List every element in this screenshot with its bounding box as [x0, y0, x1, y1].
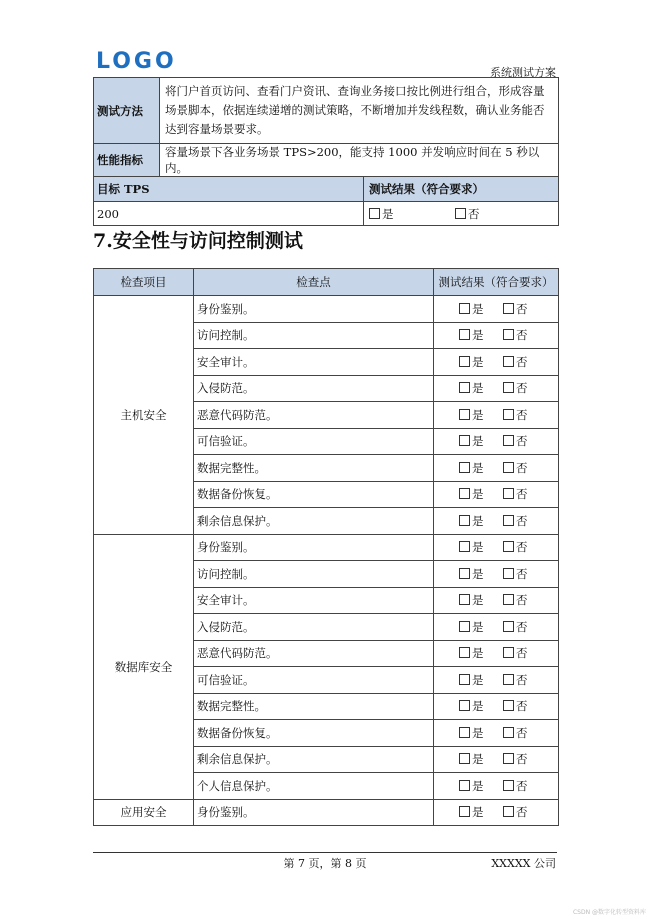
- target-tps-value: 200: [94, 202, 364, 226]
- checkbox-icon: [369, 208, 380, 219]
- check-point-cell: 安全审计。: [194, 349, 434, 376]
- watermark: CSDN @数字化转型资料库: [572, 909, 646, 916]
- checkbox-icon: [459, 409, 470, 420]
- test-result-label: 测试结果（符合要求）: [364, 177, 559, 202]
- checkbox-icon: [503, 435, 514, 446]
- checkbox-icon: [459, 647, 470, 658]
- result-cell: [434, 799, 559, 826]
- yes-option[interactable]: 是: [459, 698, 499, 714]
- no-option[interactable]: 否: [503, 645, 533, 661]
- yes-option[interactable]: 是: [459, 513, 499, 529]
- no-option[interactable]: 否: [503, 619, 533, 635]
- no-option[interactable]: 否: [503, 592, 533, 608]
- no-option[interactable]: 否: [503, 725, 533, 741]
- yes-option[interactable]: 是: [459, 672, 499, 688]
- check-point-cell: 身份鉴别。: [194, 534, 434, 561]
- yes-option[interactable]: 是: [459, 407, 499, 423]
- yes-option[interactable]: 是: [459, 751, 499, 767]
- no-option[interactable]: 否: [503, 486, 533, 502]
- yes-option[interactable]: 是: [459, 433, 499, 449]
- no-option[interactable]: 否: [503, 804, 533, 820]
- yes-option[interactable]: 是: [459, 619, 499, 635]
- yes-option[interactable]: 是: [459, 725, 499, 741]
- result-cell: [434, 587, 559, 614]
- check-point-cell: 个人信息保护。: [194, 773, 434, 800]
- no-option[interactable]: 否: [503, 698, 533, 714]
- result-cell: [434, 375, 559, 402]
- no-option[interactable]: 否: [503, 460, 533, 476]
- security-table: [93, 268, 559, 826]
- result-cell: [434, 349, 559, 376]
- check-point-cell: 身份鉴别。: [194, 296, 434, 323]
- no-option[interactable]: 否: [503, 539, 533, 555]
- result-cell: [434, 773, 559, 800]
- metric-text: 容量场景下各业务场景 TPS>200，能支持 1000 并发响应时间在 5 秒以内。: [160, 144, 559, 177]
- result-cell: [434, 614, 559, 641]
- no-option[interactable]: 否: [503, 778, 533, 794]
- check-point-cell: 访问控制。: [194, 322, 434, 349]
- yes-option[interactable]: 是: [459, 566, 499, 582]
- check-point-cell: 剩余信息保护。: [194, 746, 434, 773]
- checkbox-icon: [503, 382, 514, 393]
- no-option[interactable]: 否: [503, 327, 533, 343]
- checkbox-icon: [459, 488, 470, 499]
- no-option[interactable]: 否: [503, 513, 533, 529]
- security-table-body: [94, 296, 559, 826]
- checkbox-icon: [459, 462, 470, 473]
- checkbox-icon: [459, 568, 470, 579]
- no-option[interactable]: 否: [503, 672, 533, 688]
- page-number: 第 7 页，第 8 页: [283, 857, 367, 870]
- checkbox-icon: [459, 780, 470, 791]
- checkbox-icon: [503, 462, 514, 473]
- category-cell: 数据库安全: [94, 534, 194, 799]
- yes-option[interactable]: 是: [459, 460, 499, 476]
- check-point-cell: 数据备份恢复。: [194, 481, 434, 508]
- method-label: 测试方法: [94, 78, 160, 144]
- result-cell: [434, 640, 559, 667]
- table-row: [94, 799, 559, 826]
- check-point-cell: 数据完整性。: [194, 693, 434, 720]
- result-cell: [434, 693, 559, 720]
- result-cell: [434, 481, 559, 508]
- result-cell: [434, 667, 559, 694]
- checkbox-icon: [459, 621, 470, 632]
- logo: LOGO: [96, 49, 177, 74]
- yes-option[interactable]: 是: [459, 327, 499, 343]
- table-row: [94, 296, 559, 323]
- result-cell: [434, 455, 559, 482]
- no-option[interactable]: 否: [503, 301, 533, 317]
- no-option[interactable]: 否: [503, 751, 533, 767]
- checkbox-icon: [503, 647, 514, 658]
- table-row: [94, 534, 559, 561]
- result-cell: [434, 508, 559, 535]
- target-tps-label: 目标 TPS: [94, 177, 364, 202]
- checkbox-icon: [503, 515, 514, 526]
- checkbox-icon: [459, 515, 470, 526]
- performance-table: [93, 77, 559, 226]
- checkbox-icon: [503, 780, 514, 791]
- yes-option[interactable]: 是: [459, 645, 499, 661]
- result-cell: [434, 746, 559, 773]
- checkbox-icon: [503, 621, 514, 632]
- checkbox-icon: [503, 753, 514, 764]
- checkbox-icon: [459, 594, 470, 605]
- no-option[interactable]: 否: [503, 380, 533, 396]
- check-point-cell: 可信验证。: [194, 667, 434, 694]
- check-point-cell: 数据完整性。: [194, 455, 434, 482]
- checkbox-icon: [459, 541, 470, 552]
- header-check-item: 检查项目: [94, 269, 194, 296]
- result-cell: [434, 402, 559, 429]
- result-cell: [434, 534, 559, 561]
- yes-option[interactable]: 是: [459, 486, 499, 502]
- yes-option[interactable]: 是: [459, 380, 499, 396]
- footer-divider: [93, 852, 557, 853]
- method-text: 将门户首页访问、查看门户资讯、查询业务接口按比例进行组合，形成容量场景脚本，依据连续递增的测试策略，不断增加并发线程数，确认业务能否达到容量场景要求。: [160, 78, 559, 144]
- checkbox-icon: [503, 303, 514, 314]
- checkbox-icon: [503, 329, 514, 340]
- yes-option[interactable]: 是: [459, 539, 499, 555]
- checkbox-icon: [459, 356, 470, 367]
- check-point-cell: 剩余信息保护。: [194, 508, 434, 535]
- header-test-result: 测试结果（符合要求）: [434, 269, 559, 296]
- result-cell: [434, 720, 559, 747]
- checkbox-icon: [459, 806, 470, 817]
- checkbox-icon: [459, 674, 470, 685]
- category-cell: 应用安全: [94, 799, 194, 826]
- category-cell: 主机安全: [94, 296, 194, 535]
- checkbox-icon: [459, 700, 470, 711]
- yes-option[interactable]: 是: [459, 354, 499, 370]
- checkbox-icon: [459, 727, 470, 738]
- header-check-point: 检查点: [194, 269, 434, 296]
- no-option[interactable]: 否: [455, 207, 480, 221]
- no-option[interactable]: 否: [503, 407, 533, 423]
- checkbox-icon: [503, 488, 514, 499]
- checkbox-icon: [503, 594, 514, 605]
- check-point-cell: 可信验证。: [194, 428, 434, 455]
- checkbox-icon: [459, 329, 470, 340]
- check-point-cell: 身份鉴别。: [194, 799, 434, 826]
- check-point-cell: 安全审计。: [194, 587, 434, 614]
- metric-label: 性能指标: [94, 144, 160, 177]
- yes-option[interactable]: 是: [459, 778, 499, 794]
- checkbox-icon: [459, 382, 470, 393]
- checkbox-icon: [459, 435, 470, 446]
- checkbox-icon: [459, 753, 470, 764]
- check-point-cell: 数据备份恢复。: [194, 720, 434, 747]
- checkbox-icon: [503, 568, 514, 579]
- result-cell: [434, 561, 559, 588]
- checkbox-icon: [459, 303, 470, 314]
- checkbox-icon: [503, 356, 514, 367]
- checkbox-icon: [503, 541, 514, 552]
- result-cell: [434, 428, 559, 455]
- yes-option[interactable]: 是: [459, 301, 499, 317]
- document-title: 系统测试方案: [490, 66, 556, 79]
- check-point-cell: 入侵防范。: [194, 614, 434, 641]
- yes-option[interactable]: 是: [459, 804, 499, 820]
- no-option[interactable]: 否: [503, 433, 533, 449]
- checkbox-icon: [455, 208, 466, 219]
- no-option[interactable]: 否: [503, 354, 533, 370]
- check-point-cell: 恶意代码防范。: [194, 640, 434, 667]
- perf-result-cell: [364, 202, 559, 226]
- company-name: XXXXX 公司: [491, 857, 556, 870]
- yes-option[interactable]: 是: [459, 592, 499, 608]
- section-title: 7.安全性与访问控制测试: [93, 230, 303, 252]
- result-cell: [434, 296, 559, 323]
- checkbox-icon: [503, 674, 514, 685]
- check-point-cell: 恶意代码防范。: [194, 402, 434, 429]
- checkbox-icon: [503, 727, 514, 738]
- yes-option[interactable]: 是: [369, 206, 455, 222]
- checkbox-icon: [503, 409, 514, 420]
- check-point-cell: 访问控制。: [194, 561, 434, 588]
- result-cell: [434, 322, 559, 349]
- checkbox-icon: [503, 806, 514, 817]
- check-point-cell: 入侵防范。: [194, 375, 434, 402]
- checkbox-icon: [503, 700, 514, 711]
- no-option[interactable]: 否: [503, 566, 533, 582]
